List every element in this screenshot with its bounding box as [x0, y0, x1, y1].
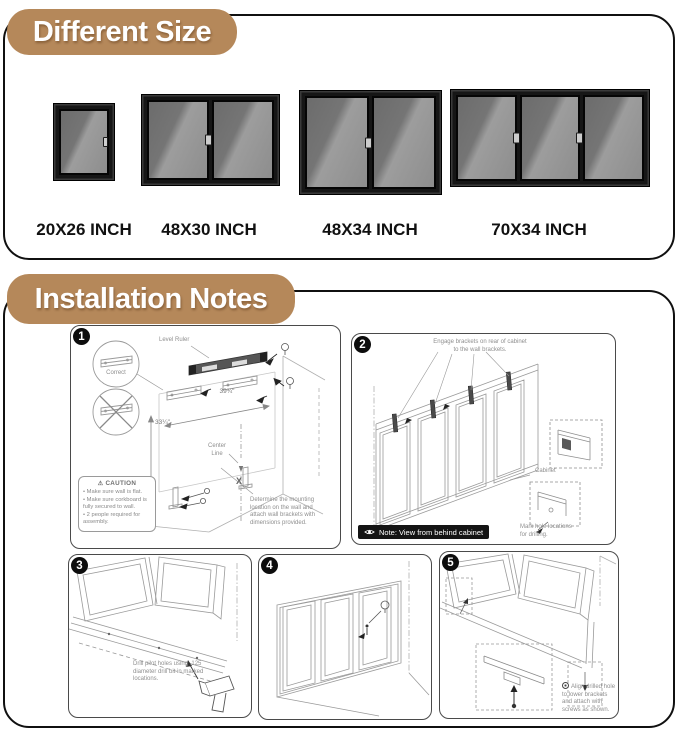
- height-dimension-label: 33¼": [155, 419, 170, 426]
- view-note-text: Note: View from behind cabinet: [379, 527, 484, 537]
- align-hole-text: Align drilled hole to lower brackets and attach with screws as shown.: [562, 684, 616, 713]
- drill-pilot-holes-diagram: [69, 555, 251, 717]
- caution-item: • 2 people required for assembly.: [83, 512, 151, 527]
- x-mark-label: X: [236, 476, 243, 486]
- step-number-badge: 2: [354, 336, 371, 353]
- drill-pilot-holes-note: Drill pilot holes using .125 diameter drill bit in marked locations.: [133, 661, 204, 682]
- cabinet-48x30: [141, 94, 280, 186]
- cabinet-door: [305, 96, 369, 189]
- width-dimension-label: 39¾": [219, 388, 235, 395]
- size-label-70x34: 70X34 INCH: [491, 220, 587, 239]
- cabinet-label: Cabinet: [535, 468, 556, 474]
- mark-holes-note: Mark hole locations for drilling.: [520, 524, 572, 538]
- center-line-label: Center Line: [207, 443, 226, 457]
- step-number-badge: 3: [71, 557, 88, 574]
- caution-title-text: CAUTION: [105, 480, 137, 487]
- align-hole-note: [562, 682, 616, 714]
- step-4-panel: [258, 554, 432, 720]
- cabinet-48x34: [299, 90, 442, 195]
- warning-icon: ⚠: [97, 481, 104, 487]
- caution-title: [83, 480, 151, 487]
- section-title-text: Different Size: [32, 15, 212, 48]
- size-label-20x26: 20X26 INCH: [36, 220, 132, 239]
- section-title-different-size: [7, 9, 237, 55]
- size-label-48x30: 48X30 INCH: [161, 220, 257, 239]
- engage-brackets-note: Engage brackets on rear of cabinet to the wall brackets.: [433, 339, 527, 353]
- mounting-location-note: Determine the mounting location on the wall and attach wall brackets with dimensions provided.: [250, 497, 316, 526]
- cabinet-door: [583, 95, 644, 181]
- eye-icon: [364, 528, 375, 536]
- cabinet-rear-engage-diagram: [352, 334, 615, 544]
- level-ruler-label: Level Ruler: [159, 337, 190, 343]
- installation-notes-section: [3, 282, 675, 728]
- section-title-installation-notes: [7, 274, 295, 324]
- view-note-bar: [358, 525, 489, 539]
- mounted-cabinet-diagram: [259, 555, 431, 719]
- cabinet-door: [520, 95, 581, 181]
- cabinet-door: [212, 100, 274, 180]
- different-size-section: [3, 14, 675, 260]
- cabinet-20x26: [53, 103, 115, 181]
- section-title-text: Installation Notes: [34, 282, 268, 315]
- cabinet-door: [372, 96, 436, 189]
- step-number-badge: 5: [442, 554, 459, 571]
- step-1-panel: [70, 325, 341, 549]
- caution-item: • Make sure wall is flat.: [83, 489, 151, 497]
- caution-item: • Make sure corkboard is fully secured to wall.: [83, 497, 151, 512]
- step-5-panel: [439, 551, 619, 719]
- size-label-48x34: 48X34 INCH: [322, 220, 418, 239]
- cabinet-door: [147, 100, 209, 180]
- screw-icon: [562, 682, 569, 689]
- step-2-panel: [351, 333, 616, 545]
- step-3-panel: [68, 554, 252, 718]
- step-number-badge: 1: [73, 328, 90, 345]
- cabinet-door: [59, 109, 109, 175]
- step-number-badge: 4: [261, 557, 278, 574]
- caution-list: [83, 489, 151, 527]
- caution-box: [78, 476, 156, 532]
- cabinet-70x34: [450, 89, 650, 187]
- correct-label: Correct: [106, 370, 126, 376]
- cabinet-door: [456, 95, 517, 181]
